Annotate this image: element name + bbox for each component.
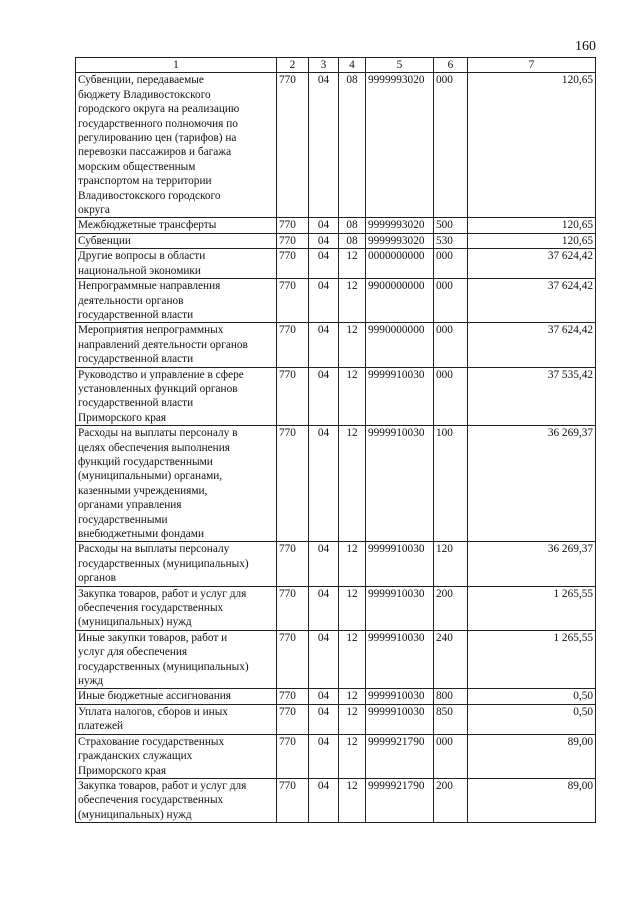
page-number: 160 [575,39,596,54]
row-ministry-code: 770 [277,586,309,630]
row-section-code: 04 [309,323,339,367]
row-name: Расходы на выплаты персоналу государственных (муниципальных) органов [76,542,277,586]
table-row [76,249,596,279]
row-amount: 1 265,55 [468,586,596,630]
row-amount: 37 624,42 [468,249,596,279]
row-section-code: 04 [309,73,339,218]
header-cell: 5 [366,58,434,73]
row-section-code: 04 [309,542,339,586]
row-subsection-code: 08 [339,218,366,233]
row-expense-type: 850 [434,704,468,734]
row-subsection-code: 12 [339,734,366,778]
row-subsection-code: 08 [339,73,366,218]
row-name: Руководство и управление в сфере установленных функций органов государственной власти Приморского края [76,367,277,426]
row-ministry-code: 770 [277,704,309,734]
row-amount: 36 269,37 [468,542,596,586]
row-expense-type: 200 [434,586,468,630]
row-expense-type: 000 [434,367,468,426]
row-section-code: 04 [309,426,339,542]
row-name: Страхование государственных гражданских служащих Приморского края [76,734,277,778]
header-cell: 2 [277,58,309,73]
row-name: Закупка товаров, работ и услуг для обеспечения государственных (муниципальных) нужд [76,586,277,630]
row-name: Непрограммные направления деятельности органов государственной власти [76,279,277,323]
row-expense-type: 000 [434,73,468,218]
row-ministry-code: 770 [277,323,309,367]
header-row [76,58,596,73]
header-cell: 3 [309,58,339,73]
row-target-article: 9999993020 [366,73,434,218]
row-expense-type: 000 [434,279,468,323]
budget-table [75,57,596,823]
table-row [76,426,596,542]
row-amount: 37 624,42 [468,323,596,367]
row-expense-type: 000 [434,323,468,367]
row-amount: 89,00 [468,734,596,778]
row-amount: 89,00 [468,778,596,822]
table-row [76,704,596,734]
table-row [76,279,596,323]
row-target-article: 9999921790 [366,734,434,778]
table-row [76,218,596,233]
row-name: Уплата налогов, сборов и иных платежей [76,704,277,734]
row-ministry-code: 770 [277,279,309,323]
table-row [76,778,596,822]
row-expense-type: 240 [434,630,468,689]
header-cell: 7 [468,58,596,73]
row-name: Другие вопросы в области национальной экономики [76,249,277,279]
row-name: Иные закупки товаров, работ и услуг для обеспечения государственных (муниципальных) нужд [76,630,277,689]
row-section-code: 04 [309,778,339,822]
row-section-code: 04 [309,704,339,734]
row-name: Субвенции, передаваемые бюджету Владивостокского городского округа на реализацию государственного полномочия по регулированию цен (тарифов) на перевозки пассажиров и багажа морским общественным транспортом на территории Владивостокского городского округа [76,73,277,218]
table-row [76,734,596,778]
header-cell: 1 [76,58,277,73]
row-section-code: 04 [309,689,339,704]
row-target-article: 9999910030 [366,367,434,426]
row-amount: 37 624,42 [468,279,596,323]
row-amount: 37 535,42 [468,367,596,426]
row-expense-type: 100 [434,426,468,542]
row-section-code: 04 [309,367,339,426]
row-subsection-code: 12 [339,630,366,689]
row-ministry-code: 770 [277,426,309,542]
table-row [76,73,596,218]
row-ministry-code: 770 [277,73,309,218]
row-subsection-code: 12 [339,586,366,630]
row-ministry-code: 770 [277,734,309,778]
row-amount: 120,65 [468,73,596,218]
row-expense-type: 000 [434,249,468,279]
row-section-code: 04 [309,586,339,630]
row-section-code: 04 [309,249,339,279]
row-subsection-code: 12 [339,704,366,734]
row-subsection-code: 12 [339,778,366,822]
row-subsection-code: 12 [339,279,366,323]
row-amount: 120,65 [468,233,596,248]
row-target-article: 9900000000 [366,279,434,323]
row-amount: 36 269,37 [468,426,596,542]
row-expense-type: 800 [434,689,468,704]
row-expense-type: 530 [434,233,468,248]
row-subsection-code: 12 [339,249,366,279]
row-ministry-code: 770 [277,367,309,426]
row-target-article: 9999910030 [366,542,434,586]
table-row [76,367,596,426]
row-target-article: 9990000000 [366,323,434,367]
row-name: Иные бюджетные ассигнования [76,689,277,704]
row-subsection-code: 08 [339,233,366,248]
table-row [76,630,596,689]
row-target-article: 0000000000 [366,249,434,279]
header-cell: 4 [339,58,366,73]
row-expense-type: 120 [434,542,468,586]
row-subsection-code: 12 [339,542,366,586]
row-target-article: 9999921790 [366,778,434,822]
table-row [76,586,596,630]
header-cell: 6 [434,58,468,73]
row-expense-type: 500 [434,218,468,233]
row-ministry-code: 770 [277,218,309,233]
table-row [76,689,596,704]
row-name: Мероприятия непрограммных направлений деятельности органов государственной власти [76,323,277,367]
row-subsection-code: 12 [339,689,366,704]
row-ministry-code: 770 [277,778,309,822]
row-amount: 0,50 [468,689,596,704]
row-section-code: 04 [309,734,339,778]
row-ministry-code: 770 [277,249,309,279]
row-name: Расходы на выплаты персоналу в целях обеспечения выполнения функций государственными (муниципальными) органами, казенными учреждениями, органами управления государственными внебюджетными фондами [76,426,277,542]
row-target-article: 9999910030 [366,630,434,689]
row-ministry-code: 770 [277,542,309,586]
row-target-article: 9999993020 [366,233,434,248]
row-name: Закупка товаров, работ и услуг для обеспечения государственных (муниципальных) нужд [76,778,277,822]
row-target-article: 9999910030 [366,426,434,542]
row-ministry-code: 770 [277,233,309,248]
row-section-code: 04 [309,218,339,233]
row-target-article: 9999910030 [366,586,434,630]
row-ministry-code: 770 [277,630,309,689]
row-expense-type: 000 [434,734,468,778]
row-ministry-code: 770 [277,689,309,704]
row-target-article: 9999910030 [366,689,434,704]
row-name: Субвенции [76,233,277,248]
row-subsection-code: 12 [339,426,366,542]
row-expense-type: 200 [434,778,468,822]
row-amount: 1 265,55 [468,630,596,689]
row-subsection-code: 12 [339,323,366,367]
row-target-article: 9999910030 [366,704,434,734]
table-row [76,323,596,367]
row-section-code: 04 [309,630,339,689]
row-section-code: 04 [309,279,339,323]
row-subsection-code: 12 [339,367,366,426]
row-amount: 120,65 [468,218,596,233]
row-section-code: 04 [309,233,339,248]
row-target-article: 9999993020 [366,218,434,233]
table-row [76,233,596,248]
row-amount: 0,50 [468,704,596,734]
table-row [76,542,596,586]
row-name: Межбюджетные трансферты [76,218,277,233]
